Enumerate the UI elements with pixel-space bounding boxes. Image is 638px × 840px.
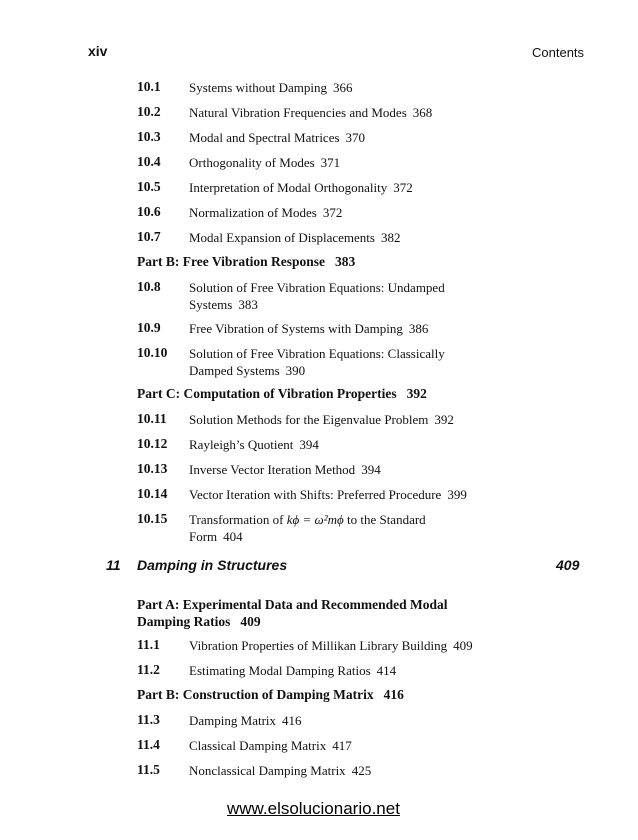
section-page: 386 [408, 321, 429, 336]
section-number: 10.7 [137, 229, 161, 244]
chapter-number: 11 [106, 557, 121, 573]
section-number: 10.13 [137, 461, 168, 476]
section-entry [189, 511, 426, 545]
section-page: 404 [223, 529, 243, 544]
section-number: 11.4 [137, 737, 160, 752]
part-heading [137, 596, 447, 630]
page-number-header: xiv [88, 43, 108, 59]
section-entry [189, 104, 432, 121]
section-page: 409 [453, 638, 473, 653]
section-page: 392 [434, 412, 454, 427]
section-entry [189, 279, 445, 313]
section-page: 399 [447, 487, 467, 502]
section-entry [189, 411, 454, 428]
section-entry [189, 129, 365, 146]
section-entry [189, 179, 413, 196]
section-entry [189, 637, 473, 654]
section-number: 11.5 [137, 762, 160, 777]
chapter-title: Damping in Structures [137, 557, 288, 573]
section-title: Vibration Properties of Millikan Library Building [189, 638, 448, 653]
section-page: 368 [412, 105, 433, 120]
section-page: 372 [322, 205, 343, 220]
section-number: 10.10 [137, 345, 168, 360]
part-heading [137, 254, 355, 270]
section-title: Vector Iteration with Shifts: Preferred Procedure [189, 487, 442, 502]
section-title: Nonclassical Damping Matrix [189, 763, 346, 778]
section-number: 10.11 [137, 411, 167, 426]
section-entry [189, 345, 445, 379]
part-title-line2: Damping Ratios 409 [137, 614, 261, 629]
section-page: 370 [345, 130, 366, 145]
section-title: Free Vibration of Systems with Damping [189, 321, 403, 336]
section-entry [189, 436, 319, 453]
section-number: 10.2 [137, 104, 161, 119]
section-title-line2: Form 404 [189, 529, 243, 544]
section-title: Interpretation of Modal Orthogonality [189, 180, 388, 195]
section-page: 394 [361, 462, 381, 477]
section-title-line2: Damped Systems 390 [189, 363, 306, 378]
footer-url: www.elsolucionario.net [227, 799, 400, 818]
section-number: 10.9 [137, 320, 161, 335]
section-page: 417 [332, 738, 352, 753]
section-page: 425 [351, 763, 372, 778]
section-page: 382 [380, 230, 401, 245]
part-title: Part C: Computation of Vibration Properties [137, 386, 397, 401]
section-entry [189, 461, 381, 478]
section-title: Orthogonality of Modes [189, 155, 315, 170]
section-number: 10.12 [137, 436, 168, 451]
section-title: Rayleigh’s Quotient [189, 437, 294, 452]
section-page: 390 [285, 363, 306, 378]
section-number: 10.4 [137, 154, 161, 169]
section-entry [189, 154, 340, 171]
part-title: Part B: Construction of Damping Matrix [137, 687, 374, 702]
section-entry [189, 320, 428, 337]
section-title: Normalization of Modes [189, 205, 317, 220]
section-entry [189, 662, 396, 679]
section-number: 11.2 [137, 662, 160, 677]
section-number: 10.14 [137, 486, 168, 501]
section-title: Modal Expansion of Displacements [189, 230, 375, 245]
section-number: 11.1 [137, 637, 160, 652]
part-title-line1: Part A: Experimental Data and Recommended Modal [137, 597, 448, 612]
section-title-line1: Solution of Free Vibration Equations: Undamped [189, 280, 445, 295]
part-page: 383 [334, 254, 356, 269]
section-page: 366 [332, 80, 353, 95]
section-title: Damping Matrix [189, 713, 277, 728]
section-number: 10.1 [137, 79, 161, 94]
section-title-line1: Solution of Free Vibration Equations: Classically [189, 346, 445, 361]
section-number: 10.6 [137, 204, 161, 219]
section-entry [189, 762, 371, 779]
chapter-page: 409 [556, 557, 580, 573]
section-number: 10.15 [137, 511, 168, 526]
section-number: 10.5 [137, 179, 161, 194]
part-page: 409 [240, 614, 261, 629]
part-heading [137, 386, 427, 402]
section-entry [189, 712, 302, 729]
section-title: Systems without Damping [189, 80, 327, 95]
section-title-line1: Transformation of kϕ = ω²mϕ to the Standard [189, 512, 426, 527]
section-page: 372 [393, 180, 413, 195]
section-number: 11.3 [137, 712, 160, 727]
section-title: Estimating Modal Damping Ratios [189, 663, 371, 678]
section-title: Classical Damping Matrix [189, 738, 327, 753]
section-title: Natural Vibration Frequencies and Modes [189, 105, 407, 120]
running-header-contents: Contents [532, 45, 585, 60]
section-entry [189, 229, 400, 246]
section-page: 416 [282, 713, 302, 728]
section-title: Modal and Spectral Matrices [189, 130, 340, 145]
section-page: 414 [376, 663, 397, 678]
section-page: 394 [299, 437, 319, 452]
part-page: 392 [406, 386, 427, 401]
section-title: Solution Methods for the Eigenvalue Problem [189, 412, 429, 427]
part-title: Part B: Free Vibration Response [137, 254, 325, 269]
section-title: Inverse Vector Iteration Method [189, 462, 356, 477]
eigen-equation: kϕ = ω²mϕ [286, 512, 344, 527]
section-number: 10.8 [137, 279, 161, 294]
section-entry [189, 204, 342, 221]
part-heading [137, 687, 404, 703]
section-entry [189, 737, 352, 754]
section-page: 383 [238, 297, 258, 312]
section-entry [189, 486, 467, 503]
part-page: 416 [383, 687, 404, 702]
section-title-line2: Systems 383 [189, 297, 258, 312]
section-number: 10.3 [137, 129, 161, 144]
section-page: 371 [320, 155, 341, 170]
section-entry [189, 79, 352, 96]
